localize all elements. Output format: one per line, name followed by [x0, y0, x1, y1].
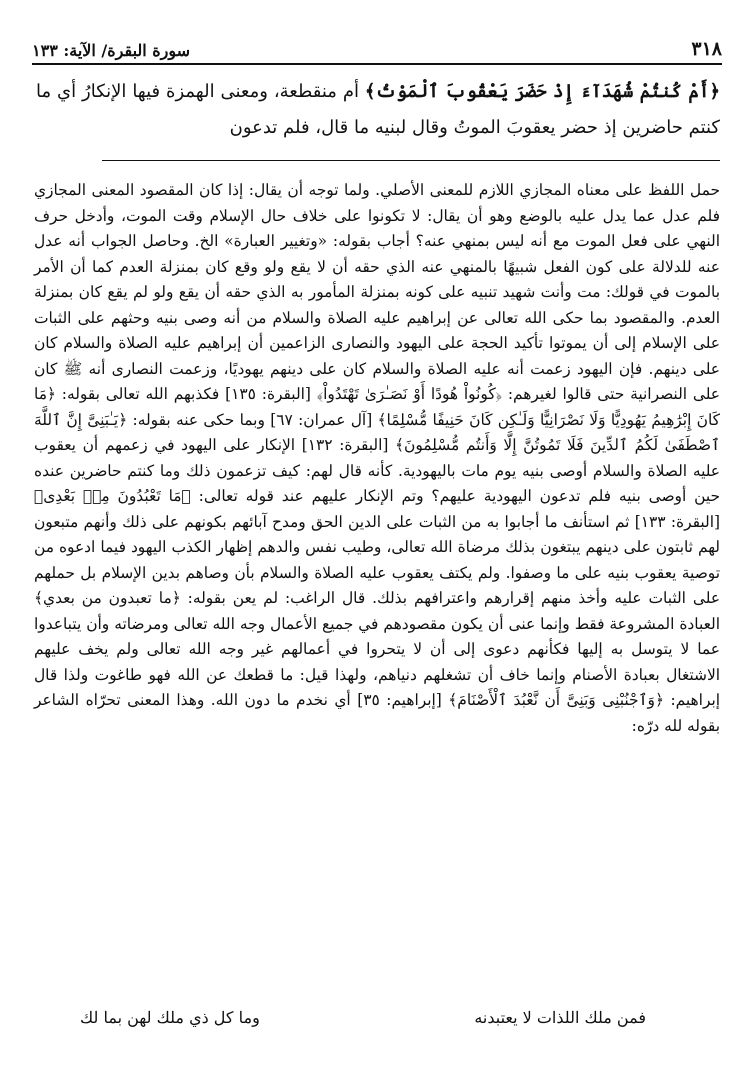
- poetry-verse: [80, 1005, 646, 1031]
- main-paragraph: [36, 74, 720, 146]
- footnote-separator: [102, 160, 720, 161]
- surah-verse-label: سورة البقرة/ الآية: ١٣٣: [32, 41, 191, 60]
- page-number: ٣١٨: [691, 38, 722, 60]
- verse-first-hemistich: فمن ملك اللذات لا يعتبدنه: [474, 1008, 646, 1027]
- page-header: [32, 26, 722, 65]
- verse-second-hemistich: وما كل ذي ملك لهن بما لك: [80, 1008, 260, 1027]
- quran-phrase: ﴿أَمْ كُنتُمْ شُهَدَآءَ إِذْ حَضَرَ يَعْقُوبَ ٱلْمَوْتُ﴾: [364, 81, 721, 102]
- notes-paragraph: حمل اللفظ على معناه المجازي اللازم للمعنى الأصلي. ولما توجه أن يقال: إذا كان المقصود المعنى المجازي فلم عدل عما يدل عليه بالوضع وهو أن يقال: لا تكونوا على خلاف حال الإسلام وقت الموت، وأدخل حرف النهي على فعل الموت مع أنه ليس بمنهي عنه؟ أجاب بقوله: «وتغيير العبارة» الخ. وحاصل الجواب أنه عدل عنه للدلالة على كون الفعل شبيهًا بالمنهي عنه الذي حقه أن لا يقع ولو وقع كان بمنزلة العدم كما أن الأمر بالموت في قولك: مت وأنت شهيد تنبيه على كونه بمنزلة المأمور به الذي حقه أن يقع ولو لم يقع كان بمنزلة العدم. والمقصود بما حكى الله تعالى عن إبراهيم عليه الصلاة والسلام من أنه وصى بنيه وحثهم على الثبات على الإسلام إلى أن يموتوا تأكيد الحجة على اليهود والنصارى الزاعمين أن إبراهيم عليه الصلاة والسلام كان على دينهم. فإن اليهود زعمت أنه عليه الصلاة والسلام كان على دينهم يهوديًا، وزعمت النصارى أنه ﷺ كان على النصرانية حتى قالوا لغيرهم: ﴿كُونُواْ هُودًا أَوْ نَصَـٰرَىٰ تَهْتَدُواْ﴾ [البقرة: ١٣٥] فكذبهم الله تعالى بقوله: ﴿مَا كَانَ إِبْرَٰهِيمُ يَهُودِيًّا وَلَا نَصْرَانِيًّا وَلَـٰكِن كَانَ حَنِيفًا مُّسْلِمًا﴾ [آل عمران: ٦٧] وبما حكى عنه بقوله: ﴿يَـٰبَنِىَّ إِنَّ ٱللَّهَ ٱصْطَفَىٰ لَكُمُ ٱلدِّينَ فَلَا تَمُوتُنَّ إِلَّا وَأَنتُم مُّسْلِمُونَ﴾ [البقرة: ١٣٢] الإنكار على اليهود في زعمهم أن يعقوب عليه الصلاة والسلام أوصى بنيه يوم مات باليهودية. كأنه قال لهم: كيف تزعمون ذلك وما كنتم حاضرين عنده حين أوصى بنيه فلم تدعون اليهودية عليهم؟ وتم الإنكار عليهم عند قوله تعالى: ﴿مَا تَعْبُدُونَ مِنۢ بَعْدِى﴾ [البقرة: ١٣٣] ثم استأنف ما أجابوا به من الثبات على الدين الحق ومدح آبائهم بكونهم على ذلك وأنهم متبعون لهم ثابتون على دينهم يبتغون بذلك مرضاة الله تعالى، وطيب نفس والدهم إظهار الكذب اليهود فيما ادعوه من توصية يعقوب بنيه على ما وصفوا. ولم يكتف يعقوب عليه الصلاة والسلام بأن وصاهم بدين الإسلام بل حملهم على الثبات عليه وأخذ منهم إقرارهم واعترافهم بذلك. قال الراغب: لم يعن بقوله: ﴿ما تعبدون من بعدي﴾ العبادة المشروعة فقط وإنما عنى أن يكون مقصودهم في جميع الأعمال وجه الله تعالى ومرضاته وأن يتباعدوا عما لا يتوسل به إليها فكأنهم دعوى إلى أن لا يتحروا في أعمالهم غير وجه الله تعالى ولم يخف عليهم الاشتغال بعبادة الأصنام وإنما خاف أن تشغلهم دنياهم، ولهذا قيل: ما قطعك عن الله فهو طاغوت ولذا قال إبراهيم: ﴿وَٱجْنُبْنِى وَبَنِىَّ أَن نَّعْبُدَ ٱلْأَصْنَامَ﴾ [إبراهيم: ٣٥] أي نخدم ما دون الله. وهذا المعنى تحرّاه الشاعر بقوله لله درّه:: [34, 181, 721, 735]
- marginal-notes: [34, 178, 720, 739]
- main-commentary-text: أم منقطعة، ومعنى الهمزة فيها الإنكارُ أي ما كنتم حاضرين إذ حضر يعقوبَ الموتُ وقال لبنيه ما قال، فلم تدعون: [36, 81, 720, 138]
- main-commentary: [36, 74, 720, 146]
